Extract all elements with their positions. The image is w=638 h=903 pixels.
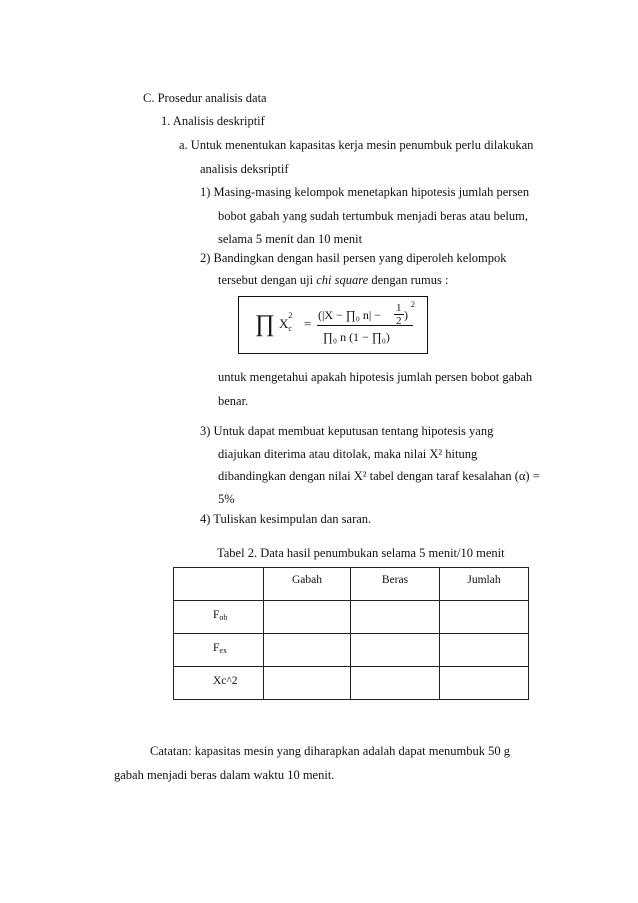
formula-box [238, 296, 428, 354]
step4: 4) Tuliskan kesimpulan dan saran. [200, 512, 372, 526]
table-cell [440, 667, 529, 700]
header-cell-beras: Beras [351, 568, 440, 601]
row-label-fex: $F_{ex}$ [174, 634, 264, 667]
row-label-fob: $F_{ob}$ [174, 601, 264, 634]
header-cell-empty [174, 568, 264, 601]
section-heading: C. Prosedur analisis data [143, 91, 267, 105]
table-caption: Tabel 2. Data hasil penumbukan selama 5 menit/10 menit [217, 546, 505, 560]
formula-lhs: X 2 c [279, 311, 293, 333]
table-cell [440, 601, 529, 634]
table-row [174, 601, 529, 634]
chi-square-term: chi square [316, 273, 369, 287]
table-cell [264, 667, 351, 700]
formula-fraction-line [317, 325, 413, 326]
formula-half-den: 2 [396, 315, 402, 327]
table-cell [264, 601, 351, 634]
header-cell-gabah: Gabah [264, 568, 351, 601]
table-cell [351, 667, 440, 700]
subsection-heading: 1. Analisis deskriptif [161, 114, 265, 128]
step3-line1: 3) Untuk dapat membuat keputusan tentang hipotesis yang [200, 424, 494, 438]
table-cell [264, 634, 351, 667]
step2-line2: tersebut dengan uji chi square dengan rumus : [218, 273, 449, 287]
data-table [173, 567, 529, 700]
formula-numerator: (|X − ∏₀ n| − [318, 308, 382, 322]
after-formula-line2: benar. [218, 394, 249, 408]
table-row [174, 667, 529, 700]
step1-line2: bobot gabah yang sudah tertumbuk menjadi beras atau belum, [218, 209, 528, 223]
product-symbol: ∏ [255, 311, 275, 337]
header-cell-jumlah: Jumlah [440, 568, 529, 601]
table-cell [440, 634, 529, 667]
table-cell [351, 634, 440, 667]
formula-outer-exponent: 2 [411, 300, 415, 309]
step1-line3: selama 5 menit dan 10 menit [218, 232, 363, 246]
formula-half-num: 1 [396, 302, 402, 314]
table-header-row [174, 568, 529, 601]
step3-line2: diajukan diterima atau ditolak, maka nilai X² hitung [218, 447, 478, 461]
table-row [174, 634, 529, 667]
item-a-line1: a. Untuk menentukan kapasitas kerja mesin penumbuk perlu dilakukan [179, 138, 534, 152]
after-formula-line1: untuk mengetahui apakah hipotesis jumlah persen bobot gabah [218, 370, 533, 384]
note-line2: gabah menjadi beras dalam waktu 10 menit. [114, 768, 335, 782]
formula-close-paren: ) [404, 308, 408, 322]
table-cell [351, 601, 440, 634]
item-a-line2: analisis deksriptif [200, 162, 289, 176]
row-label-xc2: Xc^2 [174, 667, 264, 700]
formula-equals: = [304, 316, 312, 331]
step1-line1: 1) Masing-masing kelompok menetapkan hipotesis jumlah persen [200, 185, 530, 199]
step3-line3: dibandingkan dengan nilai X² tabel dengan taraf kesalahan (α) = [218, 469, 540, 483]
step2-line1: 2) Bandingkan dengan hasil persen yang diperoleh kelompok [200, 251, 507, 265]
step3-line4: 5% [218, 492, 235, 506]
formula-denominator: ∏₀ n (1 − ∏₀) [323, 330, 390, 344]
note-line1: Catatan: kapasitas mesin yang diharapkan adalah dapat menumbuk 50 g [150, 744, 510, 758]
